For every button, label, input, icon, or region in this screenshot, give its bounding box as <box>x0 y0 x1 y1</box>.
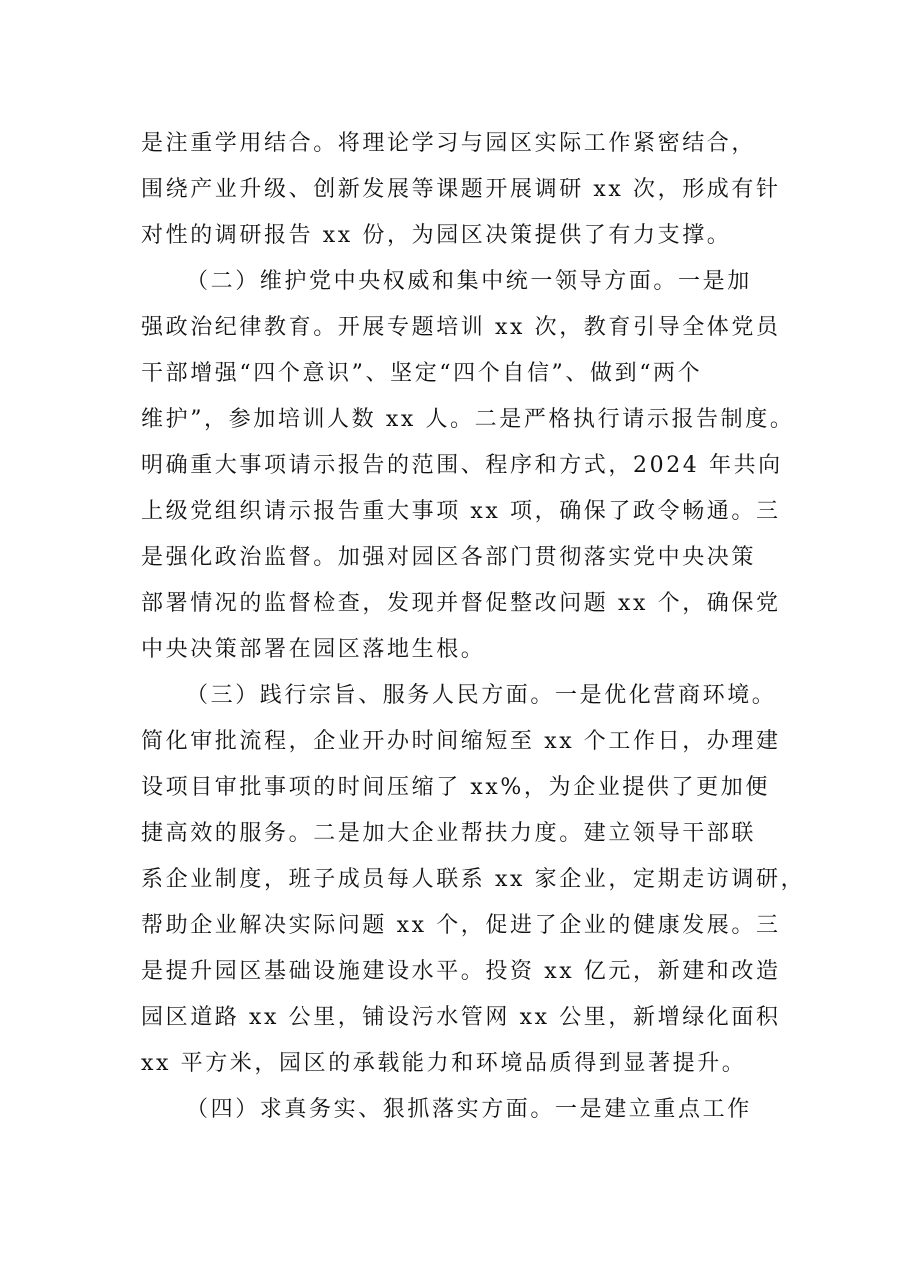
text-line: 干部增强“四个意识”、坚定“四个自信”、做到“两个 <box>141 361 703 386</box>
text-line: 强政治纪律教育。开展专题培训 xx 次，教育引导全体党员 <box>141 315 781 340</box>
text-line: xx 平方米，园区的承载能力和环境品质得到显著提升。 <box>141 1051 747 1076</box>
text-line: 部署情况的监督检查，发现并督促整改问题 xx 个，确保党 <box>141 591 781 616</box>
section-heading-line: （三）践行宗旨、服务人民方面。一是优化营商环境。 <box>186 683 777 708</box>
text-line: 对性的调研报告 xx 份，为园区决策提供了有力支撑。 <box>141 223 732 248</box>
text-line: 设项目审批事项的时间压缩了 xx%，为企业提供了更加便 <box>141 775 770 800</box>
section-heading-line: （四）求真务实、狠抓落实方面。一是建立重点工作 <box>186 1097 752 1122</box>
text-line: 上级党组织请示报告重大事项 xx 项，确保了政令畅通。三 <box>141 499 781 524</box>
text-line: 系企业制度，班子成员每人联系 xx 家企业，定期走访调研， <box>141 867 806 892</box>
text-line: 是注重学用结合。将理论学习与园区实际工作紧密结合， <box>141 131 757 156</box>
text-line: 围绕产业升级、创新发展等课题开展调研 xx 次，形成有针 <box>141 177 781 202</box>
text-line: 帮助企业解决实际问题 xx 个，促进了企业的健康发展。三 <box>141 913 781 938</box>
text-line: 明确重大事项请示报告的范围、程序和方式，2024 年共向 <box>141 453 783 478</box>
text-line: 园区道路 xx 公里，铺设污水管网 xx 公里，新增绿化面积 <box>141 1005 781 1030</box>
text-line: 是提升园区基础设施建设水平。投资 xx 亿元，新建和改造 <box>141 959 781 984</box>
text-line: 维护”，参加培训人数 xx 人。二是严格执行请示报告制度。 <box>141 407 795 432</box>
text-line: 中央决策部署在园区落地生根。 <box>141 637 486 662</box>
text-line: 是强化政治监督。加强对园区各部门贯彻落实党中央决策 <box>141 545 757 570</box>
text-line: 捷高效的服务。二是加大企业帮扶力度。建立领导干部联 <box>141 821 757 846</box>
section-heading-line: （二）维护党中央权威和集中统一领导方面。一是加 <box>186 269 752 294</box>
text-line: 简化审批流程，企业开办时间缩短至 xx 个工作日，办理建 <box>141 729 781 754</box>
